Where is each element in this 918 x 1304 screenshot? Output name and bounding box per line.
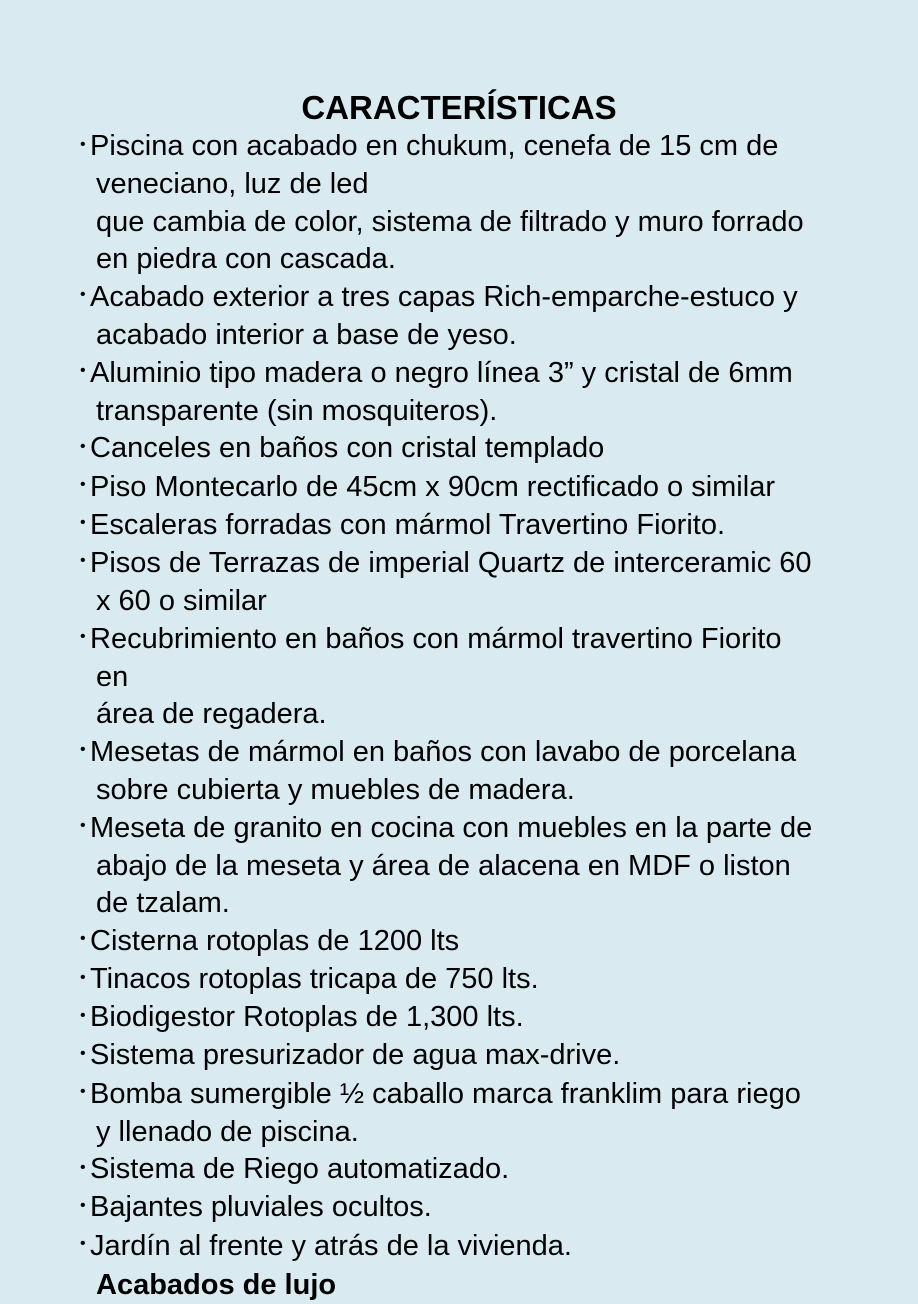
feature-item [70, 1228, 820, 1266]
feature-line: transparente (sin mosquiteros). [96, 394, 498, 427]
bullet-icon: • [80, 362, 86, 380]
bullet-icon: • [80, 930, 86, 948]
feature-line: Piscina con acabado en chukum, cenefa de 15 cm de [90, 130, 779, 162]
feature-item-text [80, 1189, 820, 1227]
feature-item [70, 1151, 820, 1189]
feature-item-text [80, 1037, 820, 1075]
feature-item-text [80, 999, 820, 1037]
feature-item-text [80, 961, 820, 999]
feature-line: Bomba sumergible ½ caballo marca franklim para riego [90, 1077, 801, 1110]
feature-item-text-continued [96, 1114, 820, 1152]
feature-item-text-continued [96, 772, 820, 810]
feature-item-text-continued [96, 696, 820, 734]
feature-item [70, 734, 820, 810]
feature-item-text-continued [96, 848, 820, 886]
feature-item [70, 279, 820, 355]
bullet-icon: • [80, 514, 86, 532]
feature-line: Pisos de Terrazas de imperial Quartz de interceramic 60 [90, 546, 812, 579]
feature-line: Tinacos rotoplas tricapa de 750 lts. [90, 963, 539, 996]
feature-line: Recubrimiento en baños con mármol travertino Fiorito en [90, 622, 782, 693]
feature-item [70, 507, 820, 545]
feature-line: Sistema de Riego automatizado. [90, 1153, 510, 1186]
bullet-icon: • [80, 1044, 86, 1062]
feature-line: Meseta de granito en cocina con muebles en la parte de [90, 811, 813, 844]
feature-line: Biodigestor Rotoplas de 1,300 lts. [90, 1001, 524, 1034]
bullet-icon: • [80, 286, 86, 304]
feature-item [70, 1037, 820, 1075]
feature-line: en piedra con cascada. [96, 243, 396, 276]
bullet-icon: • [80, 135, 86, 153]
feature-item-text [80, 1151, 820, 1189]
feature-item [70, 923, 820, 961]
feature-item-text-continued [96, 583, 820, 621]
feature-item-text [80, 1076, 820, 1114]
bullet-icon: • [80, 1083, 86, 1101]
feature-item-text [80, 469, 820, 507]
feature-item [70, 545, 820, 621]
bullet-icon: • [80, 628, 86, 646]
feature-item [70, 128, 820, 279]
feature-item-text [80, 279, 820, 317]
bullet-icon: • [80, 476, 86, 494]
bullet-icon: • [80, 437, 86, 455]
bullet-icon: • [80, 968, 86, 986]
bullet-icon: • [80, 552, 86, 570]
feature-line: Cisterna rotoplas de 1200 lts [90, 924, 460, 957]
feature-item-text-continued [96, 204, 820, 242]
feature-item-text-continued [96, 317, 820, 355]
feature-line: sobre cubierta y muebles de madera. [96, 774, 575, 807]
feature-line: Bajantes pluviales ocultos. [90, 1191, 432, 1224]
feature-item-text [80, 128, 820, 166]
feature-line: Escaleras forradas con mármol Travertino Fiorito. [90, 508, 725, 541]
feature-item [70, 1076, 820, 1152]
feature-item [70, 621, 820, 734]
footer-text: Acabados de lujo [96, 1268, 337, 1301]
feature-item-text [80, 923, 820, 961]
feature-line: área de regadera. [96, 698, 327, 731]
feature-line: Piso Montecarlo de 45cm x 90cm rectificado o similar [90, 470, 775, 503]
feature-line: acabado interior a base de yeso. [96, 319, 517, 352]
feature-line: Canceles en baños con cristal templado [90, 432, 605, 465]
features-list [0, 128, 820, 1266]
bullet-icon: • [80, 1158, 86, 1176]
feature-line: Sistema presurizador de agua max-drive. [90, 1039, 621, 1072]
feature-item [70, 999, 820, 1037]
feature-line: Mesetas de mármol en baños con lavabo de porcelana [90, 735, 797, 768]
feature-line: abajo de la meseta y área de alacena en MDF o liston [96, 849, 791, 882]
feature-item-text [80, 507, 820, 545]
feature-item-text [80, 355, 820, 393]
bullet-icon: • [80, 1235, 86, 1253]
bullet-icon: • [80, 741, 86, 759]
feature-item [70, 810, 820, 923]
feature-item [70, 961, 820, 999]
feature-item [70, 430, 820, 468]
feature-item-text [80, 430, 820, 468]
feature-item-text [80, 1228, 820, 1266]
bullet-icon: • [80, 1006, 86, 1024]
bullet-icon: • [80, 1196, 86, 1214]
feature-item [70, 1189, 820, 1227]
feature-line: Aluminio tipo madera o negro línea 3” y cristal de 6mm [90, 356, 793, 389]
bullet-icon: • [80, 817, 86, 835]
feature-item-text-continued [96, 885, 820, 923]
feature-line: Acabado exterior a tres capas Rich-emparche-estuco y [90, 280, 798, 313]
feature-item-text [80, 545, 820, 583]
feature-line: de tzalam. [96, 887, 230, 920]
feature-item-text-continued [96, 166, 820, 204]
feature-item [70, 355, 820, 431]
feature-line: veneciano, luz de led [96, 168, 369, 201]
feature-item [70, 469, 820, 507]
feature-item-text [80, 810, 820, 848]
feature-item-text-continued [96, 393, 820, 431]
page-title: CARACTERÍSTICAS [301, 89, 617, 126]
feature-line: x 60 o similar [96, 584, 267, 617]
feature-item-text [80, 734, 820, 772]
feature-item-text [80, 621, 820, 697]
feature-line: que cambia de color, sistema de filtrado y muro forrado [96, 205, 804, 238]
feature-line: Jardín al frente y atrás de la vivienda. [90, 1229, 572, 1262]
feature-item-text-continued [96, 241, 820, 279]
feature-line: y llenado de piscina. [96, 1115, 359, 1148]
